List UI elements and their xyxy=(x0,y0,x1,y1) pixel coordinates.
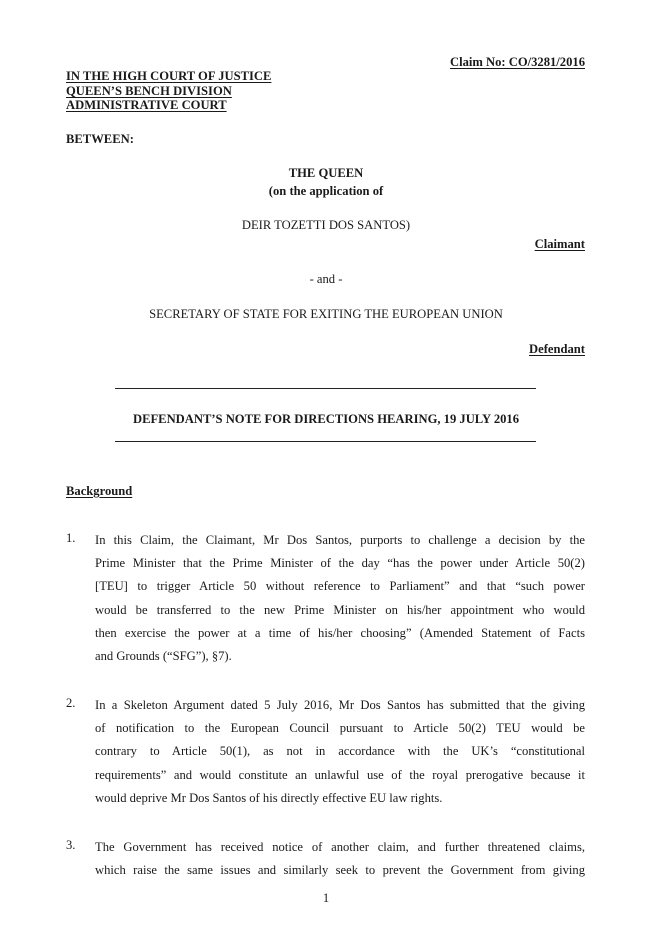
defendant-name: SECRETARY OF STATE FOR EXITING THE EUROPEAN UNION xyxy=(149,307,503,321)
title-rule-top xyxy=(115,388,536,389)
court-heading xyxy=(66,69,271,113)
court-line: IN THE HIGH COURT OF JUSTICE xyxy=(66,69,272,83)
paragraph-line: requirements” and would constitute an unlawful use of the royal prerogative because it xyxy=(95,767,585,782)
title-rule-bottom xyxy=(115,441,536,442)
paragraph-number: 2. xyxy=(66,696,76,710)
paragraph-line: In this Claim, the Claimant, Mr Dos Santos, purports to challenge a decision by the xyxy=(95,533,585,547)
paragraph-text xyxy=(95,694,585,810)
paragraph-line: of notification to the European Council pursuant to Article 50(2) TEU would be xyxy=(95,721,585,736)
claim-number: Claim No: CO/3281/2016 xyxy=(449,55,585,69)
paragraph-line: would be transferred to the new Prime Minister on his/her appointment who would xyxy=(95,602,585,617)
paragraph-line: In a Skeleton Argument dated 5 July 2016, Mr Dos Santos has submitted that the giving xyxy=(95,698,585,712)
document-title: DEFENDANT’S NOTE FOR DIRECTIONS HEARING, 19 JULY 2016 xyxy=(132,412,520,426)
court-line: ADMINISTRATIVE COURT xyxy=(66,98,227,113)
and-separator: - and - xyxy=(309,272,343,286)
paragraph-line: would deprive Mr Dos Santos of his directly effective EU law rights. xyxy=(95,790,443,805)
page-number: 1 xyxy=(322,891,330,905)
paragraph-line: which raise the same issues and similarly seek to prevent the Government from giving xyxy=(95,863,585,878)
paragraph-line: [TEU] to trigger Article 50 without reference to Parliament” and that “such power xyxy=(95,579,585,594)
claimant-label: Claimant xyxy=(534,237,585,251)
on-application-line: (on the application of xyxy=(268,184,384,198)
defendant-label: Defendant xyxy=(529,342,585,356)
paragraph-line: contrary to Article 50(1), as not in accordance with the UK’s “constitutional xyxy=(95,744,585,759)
crown-party: THE QUEEN xyxy=(288,166,364,180)
paragraph-line: Prime Minister that the Prime Minister of the day “has the power under Article 50(2) xyxy=(95,556,585,571)
court-line: QUEEN’S BENCH DIVISION xyxy=(66,83,232,98)
paragraph-number: 3. xyxy=(66,838,76,852)
paragraph-text xyxy=(95,836,585,882)
claimant-name: DEIR TOZETTI DOS SANTOS) xyxy=(241,218,411,232)
paragraph-number: 1. xyxy=(66,531,76,545)
paragraph-line: The Government has received notice of another claim, and further threatened claims, xyxy=(95,840,585,854)
paragraph-line: and Grounds (“SFG”), §7). xyxy=(95,648,232,663)
paragraph-line: then exercise the power at a time of his/her choosing” (Amended Statement of Facts xyxy=(95,625,585,640)
between-label: BETWEEN: xyxy=(66,132,134,146)
paragraph-text xyxy=(95,529,585,668)
section-heading: Background xyxy=(66,484,133,498)
